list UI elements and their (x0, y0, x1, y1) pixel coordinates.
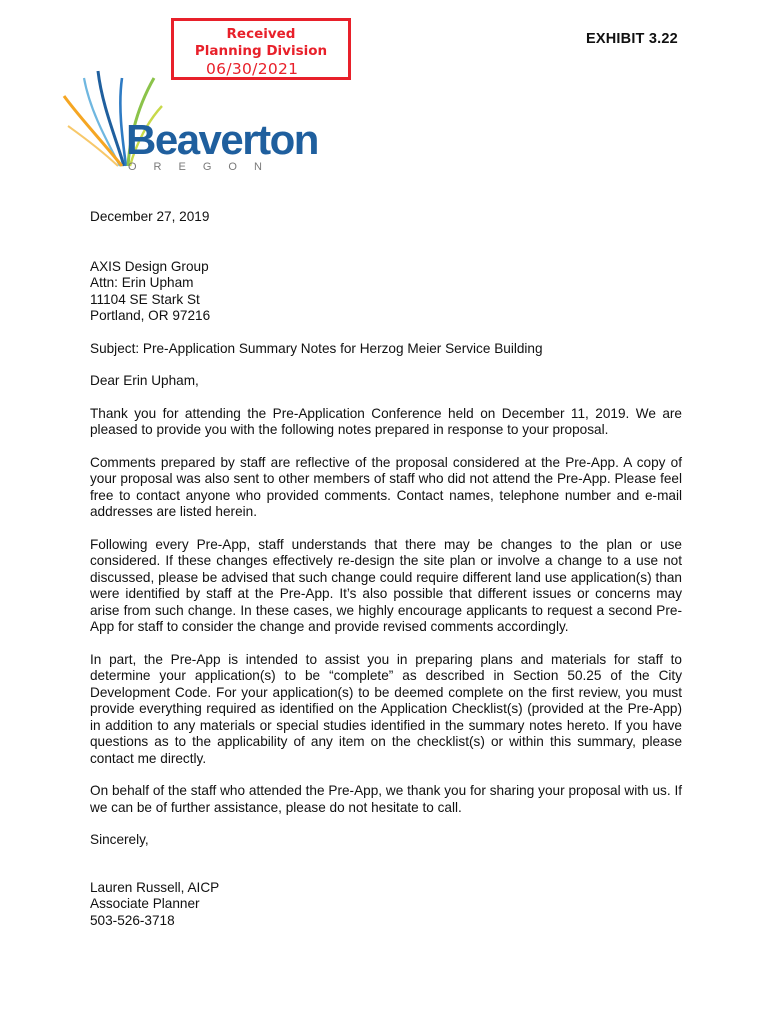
logo-wordmark: Beaverton (126, 116, 318, 163)
signature-block (90, 880, 682, 930)
letter-date: December 27, 2019 (90, 209, 210, 224)
letter-body (90, 209, 682, 929)
recipient-address (90, 259, 682, 325)
letter-salutation: Dear Erin Upham, (90, 373, 199, 388)
exhibit-label: EXHIBIT 3.22 (586, 31, 678, 47)
recipient-city: Portland, OR 97216 (90, 308, 211, 323)
paragraph: Thank you for attending the Pre-Application Conference held on December 11, 2019. We are pleased to provide you with the following notes prepared in response to your proposal. (90, 405, 682, 437)
signature-name: Lauren Russell, AICP (90, 879, 220, 895)
recipient-org: AXIS Design Group (90, 258, 209, 274)
paragraph: On behalf of the staff who attended the Pre-App, we thank you for sharing your proposal with us. If we can be of further assistance, please do not hesitate to call. (90, 783, 682, 815)
signature-phone: 503-526-3718 (90, 912, 175, 928)
logo-subtitle: OREGON (128, 161, 279, 173)
stamp-division: Planning Division (194, 43, 328, 59)
stamp-received: Received (226, 26, 296, 42)
letter-subject: Subject: Pre-Application Summary Notes for Herzog Meier Service Building (90, 340, 543, 356)
paragraph: In part, the Pre-App is intended to assist you in preparing plans and materials for staff to determine your application(s) to be “complete” as described in Section 50.25 of the City Development Code. For your application(s) to be deemed complete on the first review, you must provide everything required as identified on the Application Checklist(s) (provided at the Pre-App) in addition to any materials or special studies identified in the summary notes hereto. If you have questions as to the applicability of any item on the checklist(s) or within this summary, please contact me directly. (90, 651, 682, 766)
letter-closing: Sincerely, (90, 832, 149, 847)
recipient-street: 11104 SE Stark St (90, 291, 200, 307)
recipient-attn: Attn: Erin Upham (90, 275, 194, 290)
paragraph: Following every Pre-App, staff understands that there may be changes to the plan or use considered. If these changes effectively re-design the site plan or involve a change to a use not discussed, please be advised that such change could require different land use application(s) than were identified by staff at the Pre-App. It’s also possible that different issues or concerns may arise from such change. In these cases, we highly encourage applicants to request a second Pre-App for staff to consider the change and provide revised comments accordingly. (90, 536, 682, 634)
stamp-date: 06/30/2021 (206, 60, 299, 78)
beaverton-logo (62, 66, 318, 178)
signature-title: Associate Planner (90, 896, 200, 911)
paragraph: Comments prepared by staff are reflective of the proposal considered at the Pre-App. A copy of your proposal was also sent to other members of staff who did not attend the Pre-App. Please feel free to contact anyone who provided comments. Contact names, telephone number and e-mail addresses are listed herein. (90, 454, 682, 519)
